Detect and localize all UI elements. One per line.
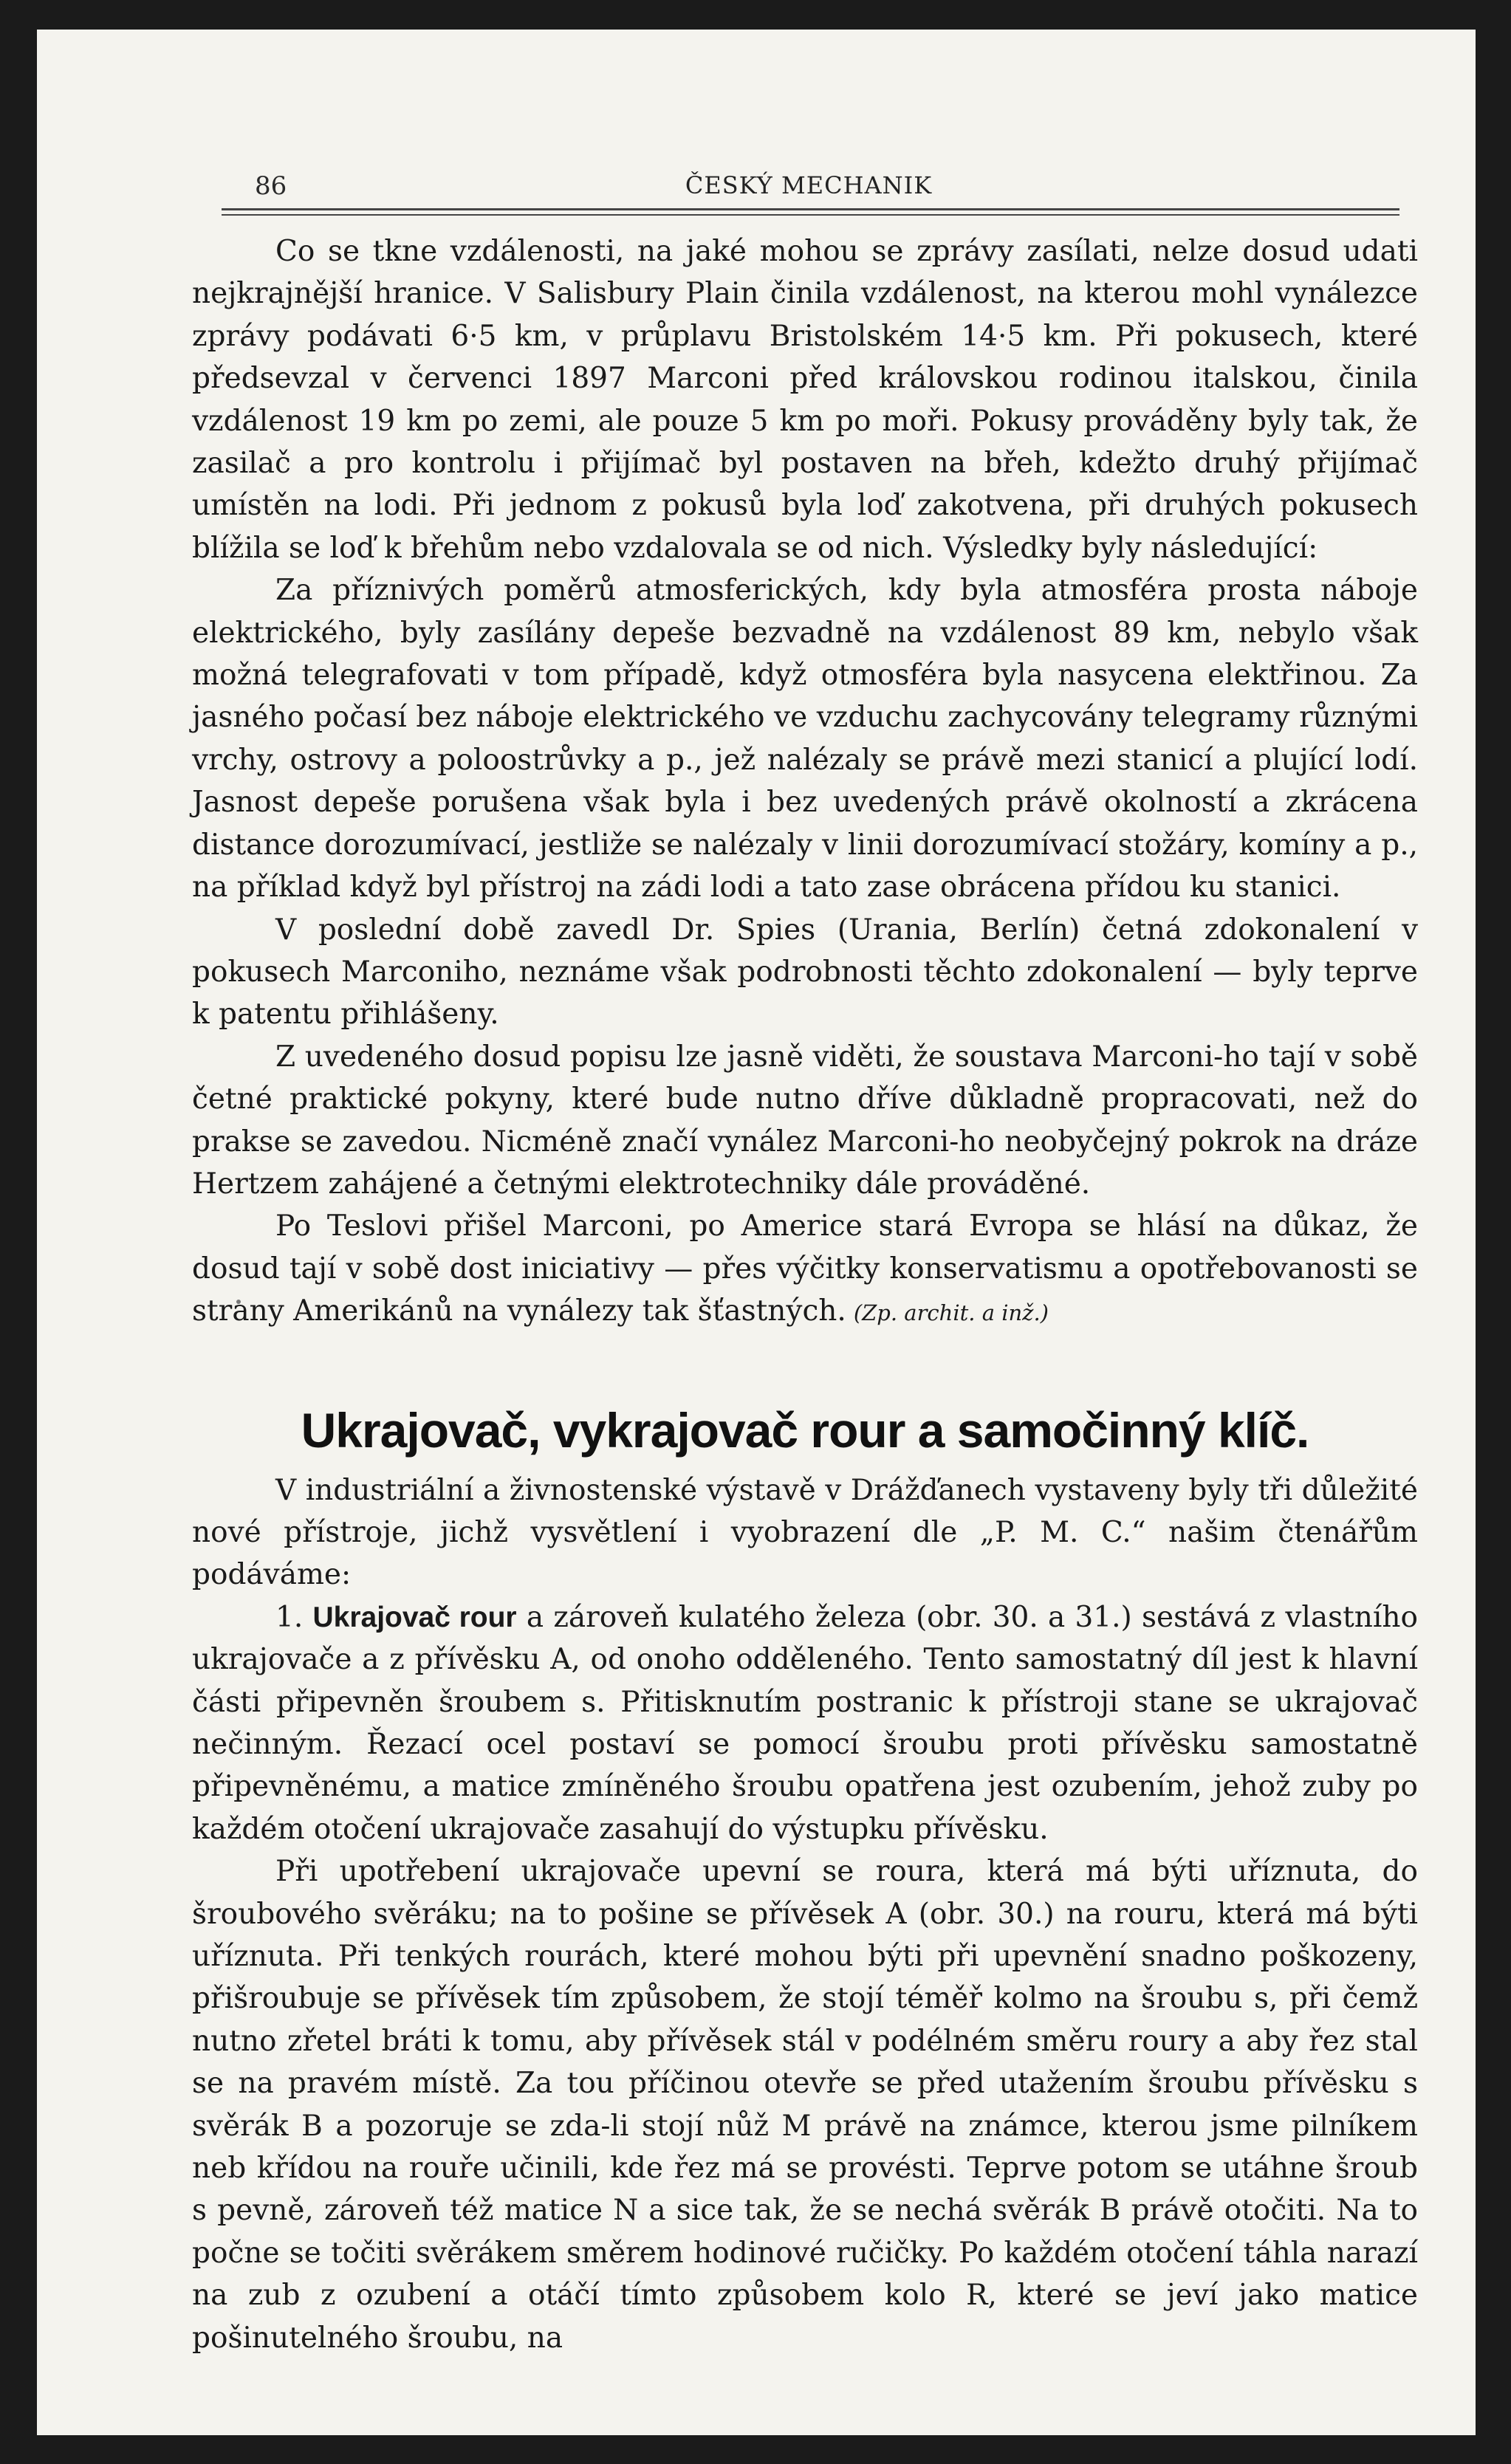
intro-paragraph: V industriální a živnostenské výstavě v Drážďanech vystaveny byly tři důležité nové přístroje, jichž vysvětlení i vyobrazení dle „P. M. C.“ našim čtenářům podáváme:	[192, 1473, 1418, 1592]
item-term: Ukrajovač rour	[312, 1601, 517, 1633]
header-rule-thin	[222, 214, 1399, 216]
page-number: 86	[255, 171, 287, 201]
document-page	[37, 30, 1476, 2435]
article-body	[192, 230, 1418, 2359]
paragraph-with-citation	[192, 1205, 1418, 1334]
paragraph: Za příznivých poměrů atmosferických, kdy byla atmosféra prosta náboje elektrického, byly zasílány depeše bezvadně na vzdálenost 89 km, nebylo však možná telegrafovati v tom případě, když otmosféra byla nasycena elektřinou. Za jasného počasí bez náboje elektrického ve vzduchu zachycovány telegramy různými vrchy, ostrovy a poloostrůvky a p., jež nalézaly se právě mezi stanicí a plující lodí. Jasnost depeše porušena však byla i bez uvedených právě okolností a zkrácena distance dorozumívací, jestliže se nalézaly v linii dorozumívací stožáry, komíny a p., na příklad když byl přístroj na zádi lodi a tato zase obrácena přídou ku stanici.	[192, 574, 1418, 905]
paragraph-text: Po Teslovi přišel Marconi, po Americe stará Evropa se hlásí na důkaz, že dosud tají v sobě dost iniciativy — přes výčitky konservatismu a opotřebovanosti se strany Amerikánů na vynálezy tak šťastných.	[192, 1209, 1418, 1328]
item-text: a zároveň kulatého železa (obr. 30. a 31.) sestává z vlastního ukrajovače a z přívěsku A, od onoho odděleného. Tento samostatný díl jest k hlavní části připevněn šroubem s. Přitisknutím postranic k přístroji stane se ukrajovač nečinným. Řezací ocel postaví se pomocí šroubu proti přívěsku samostatně připevněnému, a matice zmíněného šroubu opatřena jest ozubením, jehož zuby po každém otočení ukrajovače zasahují do výstupku přívěsku.	[192, 1600, 1418, 1846]
item-paragraph	[192, 1596, 1418, 1850]
paragraph: Při upotřebení ukrajovače upevní se roura, která má býti uříznuta, do šroubového svěráku; na to pošine se přívěsek A (obr. 30.) na rouru, která má býti uříznuta. Při tenkých rourách, které mohou býti při upevnění snadno poškozeny, přišroubuje se přívěsek tím způsobem, že stojí téměř kolmo na šroubu s, při čemž nutno zřetel bráti k tomu, aby přívěsek stál v podélném směru roury a aby řez stal se na pravém místě. Za tou příčinou otevře se před utažením šroubu přívěsku s svěrák B a pozoruje se zda-li stojí nůž M právě na známce, kterou jsme pilníkem neb křídou na rouře učinili, kde řez má se provésti. Teprve potom se utáhne šroub s pevně, zároveň též matice N a sice tak, že se nechá svěrák B právě otočiti. Na to počne se točiti svěrákem směrem hodinové ručičky. Po každém otočení táhla narazí na zub z ozubení a otáčí tímto způsobem kolo R, které se jeví jako matice pošinutelného šroubu, na	[192, 1855, 1418, 2355]
source-citation: (Zp. archit. a inž.)	[853, 1300, 1049, 1326]
running-title: ČESKÝ MECHANIK	[685, 171, 933, 199]
header-rule	[222, 208, 1399, 210]
article-heading: Ukrajovač, vykrajovač rour a samočinný klíč.	[301, 1402, 1309, 1458]
paragraph: Co se tkne vzdálenosti, na jaké mohou se zprávy zasílati, nelze dosud udati nejkrajnější hranice. V Salisbury Plain činila vzdálenost, na kterou mohl vynálezce zprávy podávati 6·5 km, v průplavu Bristolském 14·5 km. Při pokusech, které předsevzal v červenci 1897 Marconi před královskou rodinou italskou, činila vzdálenost 19 km po zemi, ale pouze 5 km po moři. Pokusy prováděny byly tak, že zasilač a pro kontrolu i přijímač byl postaven na břeh, kdežto druhý přijímač umístěn na lodi. Při jednom z pokusů byla loď zakotvena, při druhých pokusech blížila se loď k břehům nebo vzdalovala se od nich. Výsledky byly následující:	[192, 235, 1418, 565]
paragraph: Z uvedeného dosud popisu lze jasně viděti, že soustava Marconi-ho tají v sobě četné praktické pokyny, které bude nutno dříve důkladně propracovati, než do prakse se zavedou. Nicméně značí vynález Marconi-ho neobyčejný pokrok na dráze Hertzem zahájené a četnými elektrotechniky dále prováděné.	[192, 1040, 1418, 1201]
paragraph: V poslední době zavedl Dr. Spies (Urania, Berlín) četná zdokonalení v pokusech Marconiho, neznáme však podrobnosti těchto zdokonalení — byly teprve k patentu přihlášeny.	[192, 913, 1418, 1032]
item-number: 1.	[275, 1600, 304, 1634]
